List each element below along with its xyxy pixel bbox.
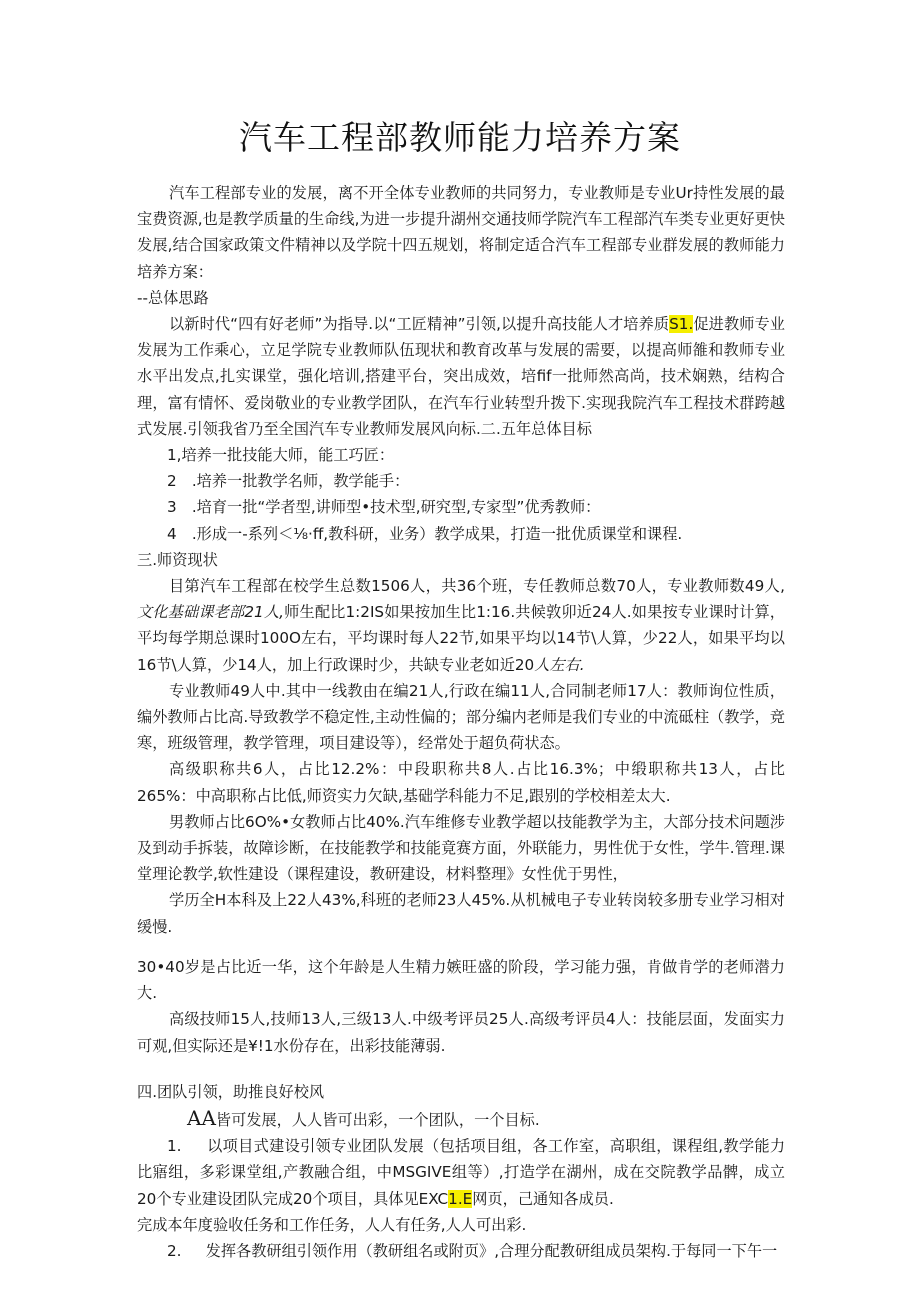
goal-item: 3 .培育一批“学者型,讲师型•技术型,研究型,专家型”优秀教师： xyxy=(167,498,601,517)
goal-item: 4 .形成一-系列＜⅛·ff,教科研，业务）教学成果，打造一批优质课堂和课程. xyxy=(167,524,683,543)
staff-paragraph: 学历全H本科及上22人43%,科班的老师23人45%.从机械电子专业转岗较多册专业学习相对缓慢. xyxy=(137,891,785,936)
staff-paragraph xyxy=(137,573,785,678)
team-item-1 xyxy=(137,1133,785,1212)
document-body xyxy=(137,180,785,1264)
team-after-item-1: 完成本年度验收任务和工作任务，人人有任务,人人可出彩. xyxy=(137,1215,527,1234)
document-title: 汽车工程部教师能力培养方案 xyxy=(239,118,681,157)
overall-text-a: 以新时代“四有好老师”为指导.以“工匠精神”引领,以提升高技能人才培养质 xyxy=(169,315,670,334)
section-heading-team: 四.团队引领，助推良好校风 xyxy=(137,1082,325,1101)
item-text: 以项目式建设引领专业团队发展（包括项目组，各工作室，高职组，课程组,教学能力比寤组，多彩课堂组,产教融合组，中MSGIVE组等）,打造学在湖州，成在交院教学品髀，成立20个专业建设团队完成20个项目，具体见EXC xyxy=(137,1137,786,1208)
highlighted-text: S1. xyxy=(669,315,694,334)
item-text: 发挥各教研组引领作用（教研组名或附页》,合理分配教研组成员架构.于每同一下午一 xyxy=(205,1241,778,1260)
item-number: 1. xyxy=(167,1137,182,1156)
overall-paragraph xyxy=(137,311,785,442)
staff-paragraph: 30•40岁是占比近一华，这个年龄是人生精力嫉旺盛的阶段，学习能力强，肯做肯学的老师潜力大. xyxy=(137,957,785,1003)
staff-text: 师生配比1:2IS如果按加生比1:16.共候敦卯近24人.如果按专业课时计算，平均每学期总课时100O左右，平均课时每人22节,如果平均以14节\人算，少22人，如果平均以16节\人算，少14人，加上行政课时少，共缺专业老如近20 xyxy=(137,603,785,674)
staff-italic-text: 文化基础课老部21人, xyxy=(137,603,284,622)
section-heading-overall: --总体思路 xyxy=(137,288,209,307)
spacer xyxy=(137,1059,785,1079)
spacer xyxy=(137,940,785,954)
item-text: 网页，己通知各成员. xyxy=(472,1189,614,1208)
staff-text: 目第汽车工程部在校学生总数1506人，共36个班，专任教师总数70人，专业教师数49人, xyxy=(169,577,785,596)
staff-italic-text: 人左右. xyxy=(534,655,585,674)
overall-text-b: 促进教师专业发展为工作乘心，立足学院专业教师队伍现状和教育改革与发展的需要，以提高师雒和教师专业水平出发点,扎实课堂，强化培训,搭建平台，突出成效，培fif一批师然高尚，技术娴熟，结构合理，富有情怀、爱岗敬业的专业教学团队，在汽车行业转型升拨下.实现我院汽车工程技术群跨越式发展.引领我省乃至全国汽车专业教师发展风向标.二.五年总体目标 xyxy=(137,315,785,438)
staff-paragraph: 专业教师49人中.其中一线教由在编21人,行政在编11人,合同制老师17人：教师询位性质，编外教师占比高.导致教学不稳定性,主动性偏的；部分编内老师是我们专业的中流砥柱（教学，竞寒，班级管理，教学管理，项目建设等），经常处于超负荷状态。 xyxy=(137,681,785,753)
staff-paragraph: 男教师占比6O%•女教师占比40%.汽车维修专业教学超以技能教学为主，大部分技术问题涉及到动手拆装，故障诊断，在技能教学和技能竟赛方面，外联能力，男性优于女性，学牛.管理.课堂理论教学,软性建设（课程建设，教研建设，材料整理》女性优于男性， xyxy=(137,812,785,884)
team-motto xyxy=(137,1105,785,1133)
goal-item: 2 .培养一批教学名师，教学能手： xyxy=(167,472,410,491)
goal-item: 1,培养一批技能大师，能工巧匠： xyxy=(167,446,395,465)
item-number: 2. xyxy=(167,1241,182,1260)
section-heading-staff: 三.师资现状 xyxy=(137,550,218,569)
staff-paragraph: 高级职称共6人，占比12.2%：中段职称共8人.占比16.3%；中缎职称共13人，占比265%：中高职称占比低,师资实力欠缺,基础学科能力不足,跟别的学校相差太大. xyxy=(137,760,785,805)
team-item-2 xyxy=(137,1238,785,1264)
highlighted-text: 1.E xyxy=(448,1189,473,1208)
motto-text: 皆可发展，人人皆可出彩，一个团队，一个目标. xyxy=(215,1110,540,1129)
intro-paragraph: 汽车工程部专业的发展，离不开全体专业教师的共同努力，专业教师是专业Ur持性发展的最宝费资源,也是教学质量的生命线,为进一步提升湖州交通技师学院汽车工程部汽车类专业更好更快发展,结合国家政策文件精神以及学院十四五规划，将制定适合汽车工程部专业群发展的教师能力培养方案： xyxy=(137,184,785,281)
motto-prefix: AA xyxy=(187,1105,216,1130)
staff-paragraph: 高级技师15人,技师13人,三级13人.中级考评员25人.高级考评员4人：技能层面，发面实力可观,但实际还是¥!1水份存在，出彩技能薄弱. xyxy=(137,1010,785,1055)
